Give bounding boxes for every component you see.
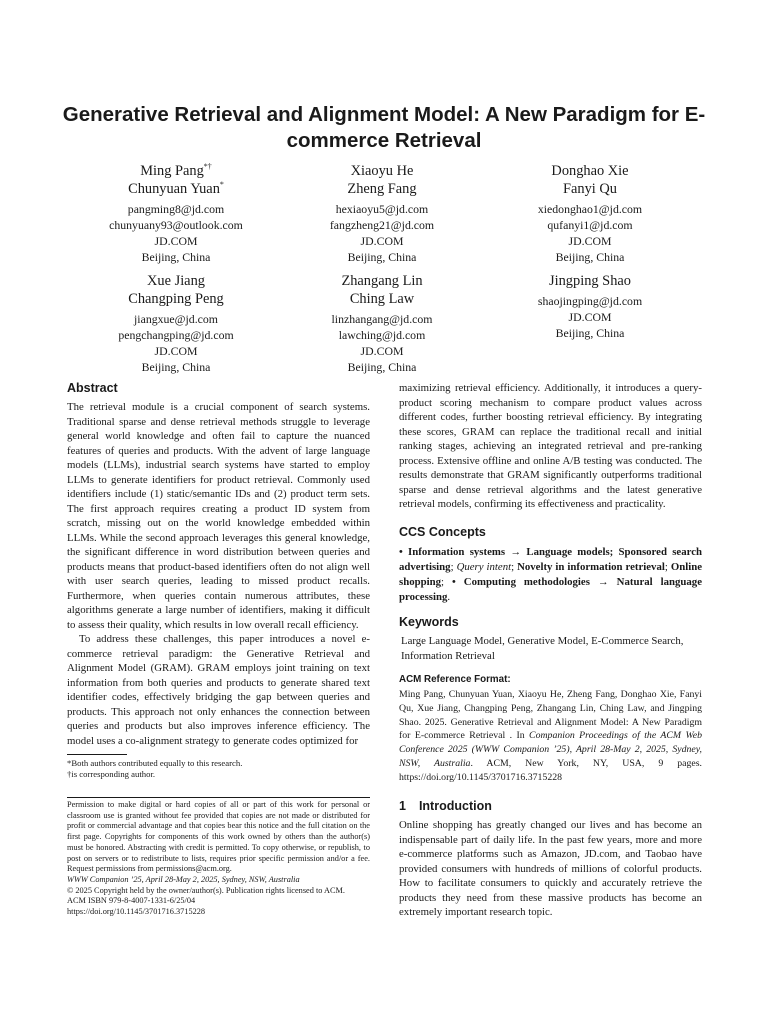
author-affiliation: JD.COM [360, 234, 404, 248]
abstract-paragraph: maximizing retrieval efficiency. Additionally, it introduces a query-product scoring mechanism to compare product values across different codes, further boosting retrieval efficiency. By integrating these scores, GRAM can replace the traditional recall and initial ranking stages, achieving an integrated retrieval and pre-ranking process. Extensive offline and online A/B testing was conducted. The results demonstrate that GRAM significantly outperforms traditional sparse and dense retrieval algorithms and the latest generative retrieval models, confirming its effectiveness and practicality. [399, 382, 702, 510]
paper-title: Generative Retrieval and Alignment Model: A New Paradigm for E-commerce Retrieval [62, 103, 706, 152]
author-location: Beijing, China [555, 326, 625, 340]
ccs-text: • Information systems → Language models; Sponsored search advertising; Query intent; Novelty in information retrieval; Online shopping; • Computing methodologies → Natural language processing. [399, 546, 703, 603]
author-name: Donghao Xie [551, 163, 629, 179]
author-name: Ching Law [349, 291, 415, 307]
acm-reference-text: Ming Pang, Chunyuan Yuan, Xiaoyu He, Zheng Fang, Donghao Xie, Fanyi Qu, Xue Jiang, Changping Peng, Zhangang Lin, Ching Law, and Jingping Shao. 2025. Generative Retrieval and Alignment Model: A New Paradigm for E-commerce Retrieval . In Companion Proceedings of the ACM Web Conference 2025 (WWW Companion ’25), April 28-May 2, 2025, Sydney, NSW, Australia. ACM, New York, NY, USA, 9 pages. https://doi.org/10.1145/3701716.3715228 [399, 689, 702, 783]
author-location: Beijing, China [347, 360, 417, 374]
author-marks: * [219, 180, 224, 189]
author-email[interactable]: pangming8@jd.com [127, 202, 225, 216]
author-name: Xue Jiang [147, 273, 205, 289]
keywords-section [399, 614, 702, 663]
ccs-heading: CCS Concepts [399, 525, 486, 539]
author-name: Fanyi Qu [563, 181, 617, 197]
author-email[interactable]: hexiaoyu5@jd.com [335, 202, 429, 216]
author-name: Zhangang Lin [341, 273, 423, 289]
author-block [475, 162, 705, 265]
author-location: Beijing, China [141, 360, 211, 374]
abstract-continued [399, 381, 702, 512]
author-name: Ming Pang*† [140, 162, 212, 179]
footnotes [67, 758, 370, 780]
author-email[interactable]: qufanyi1@jd.com [547, 218, 633, 232]
author-location: Beijing, China [347, 250, 417, 264]
footnote: †is corresponding author. [67, 769, 156, 779]
author-affiliation: JD.COM [154, 344, 198, 358]
footnote-rule [67, 754, 127, 755]
author-email[interactable]: chunyuany93@outlook.com [109, 218, 243, 232]
doi-link[interactable]: https://doi.org/10.1145/3701716.3715228 [67, 907, 206, 917]
author-email[interactable]: lawching@jd.com [338, 328, 426, 342]
author-affiliation: JD.COM [360, 344, 404, 358]
venue-line: WWW Companion ’25, April 28-May 2, 2025, Sydney, NSW, Australia [67, 874, 300, 884]
author-location: Beijing, China [141, 250, 211, 264]
isbn-line: ACM ISBN 979-8-4007-1331-6/25/04 [67, 896, 196, 906]
introduction-paragraph: Online shopping has greatly changed our lives and has become an indispensable part of daily life. In the past few years, more and more e-commerce platforms such as Amazon, JD.com, and Taobao have provided consumers with hundreds of millions of colorful products. How to facilitate consumers to quickly and accurately retrieve the products they need from these massive products has become an extremely important research topic. [399, 819, 702, 918]
author-affiliation: JD.COM [568, 310, 612, 324]
author-location: Beijing, China [555, 250, 625, 264]
permission-block [67, 800, 370, 918]
author-affiliation: JD.COM [568, 234, 612, 248]
author-block [267, 162, 497, 265]
permission-rule [67, 797, 370, 798]
permission-text: Permission to make digital or hard copies of all or part of this work for personal or classroom use is granted without fee provided that copies are not made or distributed for profit or commercial advantage and that copies bear this notice and the full citation on the first page. Copyrights for components of this work owned by others than the author(s) must be honored. Abstracting with credit is permitted. To copy otherwise, or republish, to post on servers or to redistribute to lists, requires prior specific permission and/or a fee. Request permissions from permissions@acm.org. [67, 800, 370, 874]
copyright-line: © 2025 Copyright held by the owner/author(s). Publication rights licensed to ACM. [67, 885, 345, 895]
introduction-section [399, 798, 702, 920]
author-block [61, 162, 291, 265]
author-name: Changping Peng [128, 291, 224, 307]
abstract-heading: Abstract [67, 381, 118, 395]
acm-reference-heading: ACM Reference Format: [399, 674, 511, 685]
author-block [475, 272, 705, 341]
abstract-section [67, 380, 370, 748]
author-email[interactable]: xiedonghao1@jd.com [537, 202, 643, 216]
author-email[interactable]: pengchangping@jd.com [118, 328, 234, 342]
author-marks: *† [203, 162, 212, 171]
acm-reference-section [399, 673, 702, 785]
author-name: Jingping Shao [549, 273, 631, 289]
author-block [61, 272, 291, 375]
footnote: *Both authors contributed equally to this research. [67, 758, 243, 768]
author-name: Xiaoyu He [350, 163, 414, 179]
author-name: Chunyuan Yuan* [128, 180, 224, 197]
keywords-heading: Keywords [399, 615, 459, 629]
abstract-paragraph: To address these challenges, this paper introduces a novel e-commerce retrieval paradigm: the Generative Retrieval and Alignment Model (GRAM). GRAM employs joint training on text information from both queries and products to generate shared text identifier codes, effectively bridging the gap between queries and products. This approach not only enhances the connection between queries and products but also improves inference efficiency. The model uses a co-alignment strategy to generate codes optimized for [67, 633, 370, 747]
author-block [267, 272, 497, 375]
author-email[interactable]: shaojingping@jd.com [537, 294, 643, 308]
author-email[interactable]: jiangxue@jd.com [134, 312, 218, 326]
ccs-section [399, 524, 702, 605]
author-affiliation: JD.COM [154, 234, 198, 248]
author-email[interactable]: fangzheng21@jd.com [329, 218, 435, 232]
keywords-text: Large Language Model, Generative Model, E-Commerce Search, Information Retrieval [401, 635, 684, 662]
author-name: Zheng Fang [347, 181, 417, 197]
abstract-paragraph: The retrieval module is a crucial component of search systems. Traditional sparse and dense retrieval methods struggle to leverage general world knowledge and often fail to capture the nuanced features of queries and products. With the advent of large language models (LLMs), industrial search systems have started to employ LLMs to generate identifiers for product retrieval. Commonly used identifiers include (1) static/semantic IDs and (2) product term sets. The first approach requires creating a product ID system from scratch, missing out on the world knowledge embedded within LLMs. While the second approach leverages this general knowledge, the significant difference in word distribution between queries and products means that product-based identifiers often do not align well with user search queries, leading to missed product recalls. Furthermore, when queries contain numerous attributes, these algorithms generate a large number of identifiers, making it difficult to assess their quality, which results in low overall recall efficiency. [67, 401, 370, 631]
introduction-heading: 1 Introduction [399, 799, 492, 813]
author-email[interactable]: linzhangang@jd.com [331, 312, 433, 326]
